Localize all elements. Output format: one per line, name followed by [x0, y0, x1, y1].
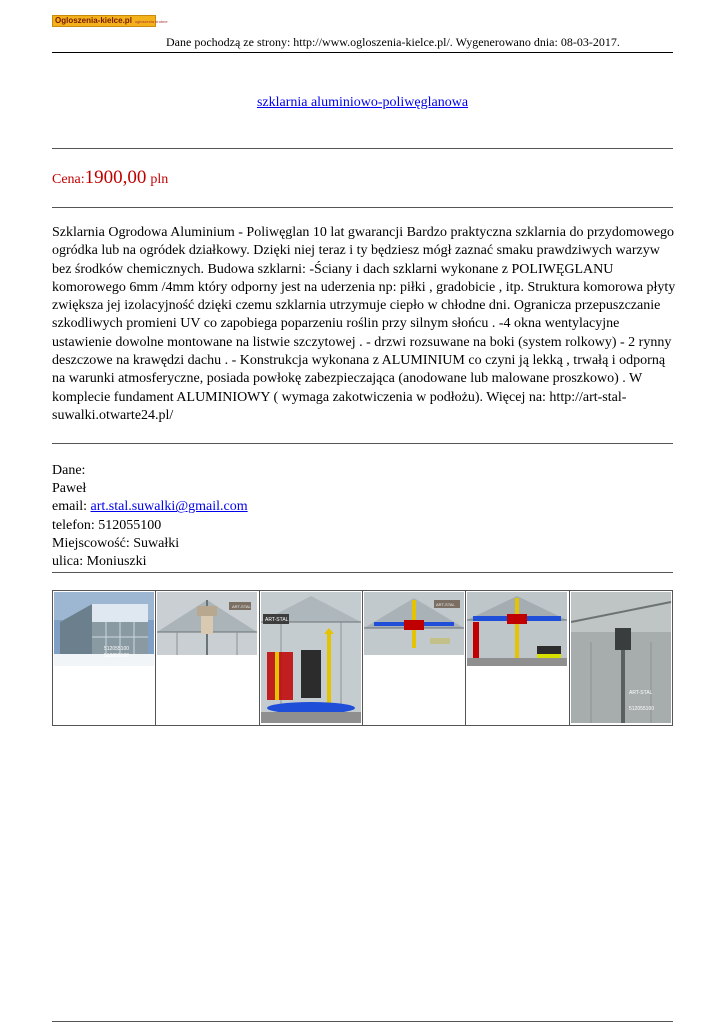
gallery-cell[interactable] [466, 591, 569, 725]
phone-label: telefon: [52, 517, 99, 533]
price-value: 1900,00 [84, 167, 147, 188]
photo-watermark: ART-STAL [628, 690, 653, 696]
greenhouse-snow-photo[interactable] [54, 592, 154, 666]
contact-name: Paweł [52, 481, 87, 497]
footer-divider [52, 1021, 673, 1022]
contact-block [52, 462, 248, 571]
source-line: Dane pochodzą ze strony: http://www.ogloszenia-kielce.pl/. Wygenerowano dnia: 08-03-2017. [166, 35, 620, 49]
contact-email-row [52, 498, 248, 516]
listing-title[interactable]: szklarnia aluminiowo-poliwęglanowa [256, 95, 469, 110]
street-label: ulica: [52, 554, 87, 570]
city-value: Suwałki [133, 535, 180, 551]
divider [52, 148, 673, 149]
photo-gallery [52, 590, 673, 726]
city-label: Miejscowość: [52, 535, 134, 551]
contact-city-row [52, 535, 248, 553]
divider [52, 443, 673, 444]
roof-vent-photo[interactable] [157, 592, 257, 655]
gallery-cell[interactable] [53, 591, 156, 725]
logo-subtext: ogłoszenia drobne [134, 18, 168, 24]
gallery-cell[interactable] [363, 591, 466, 725]
price-currency: pln [150, 172, 169, 187]
price [52, 167, 168, 189]
price-label: Cena: [52, 172, 85, 187]
photo-watermark: 512055100 [104, 653, 130, 659]
phone-value: 512055100 [98, 517, 162, 533]
divider [52, 572, 673, 573]
corner-detail-photo[interactable] [571, 592, 671, 723]
contact-phone-row [52, 517, 248, 535]
contact-street-row [52, 553, 248, 571]
divider [52, 207, 673, 208]
street-value: Moniuszki [86, 554, 147, 570]
gallery-cell[interactable] [156, 591, 259, 725]
logo-text: Ogloszenia-kielce.pl [55, 16, 132, 25]
photo-watermark: ART-STAL [264, 617, 289, 623]
photo-watermark: 512055100 [628, 706, 654, 712]
gallery-cell[interactable] [260, 591, 363, 725]
gallery-cell[interactable] [570, 591, 672, 725]
email-label: email: [52, 499, 91, 515]
header-divider [52, 52, 673, 53]
email-link[interactable]: art.stal.suwalki@gmail.com [90, 499, 248, 515]
photo-watermark: ART-STAL [232, 604, 252, 609]
roof-height-photo[interactable] [364, 592, 464, 655]
photo-watermark: 512055100 [104, 646, 130, 652]
photo-watermark: ART-STAL [435, 602, 455, 607]
listing-description: Szklarnia Ogrodowa Aluminium - Poliwęglan 10 lat gwarancji Bardzo praktyczna szklarnia do przydomowego ogródka lub na ogródek działkowy. Dzięki niej teraz i ty będziesz mógł zaznać smaku prawdziwych warzyw bez środków chemicznych. Budowa szklarni: -Ściany i dach szklarni wykonane z POLIWĘGLANU komorowego 6mm /4mm który odporny jest na uderzenia np: piłki , gradobicie , itp. Struktura komorowa płyty zwiększa jej izolacyjność dzięki czemu szklarnia utrzymuje ciepło w chłodne dni. Ogranicza przepuszczanie szkodliwych promieni UV co zapobiega poparzeniu roślin przy silnym słońcu . -4 okna wentylacyjne ustawienie dowolne montowane na listwie szczytowej . - drzwi rozsuwane na boki (system rolkowy) - 2 rynny deszczowe na krawędzi dachu . - Konstrukcja wykonana z ALUMINIUM co czyni ją lekką , trwałą i odporną na warunki atmosferyczne, posiada powłokę zabezpieczająca (anodowane lub malowane proszkowo) . W komplecie fundament ALUMINIOWY ( wymaga zakotwiczenia w podłożu). Więcej na: http://art-stal-suwalki.otwarte24.pl/ [52, 225, 676, 423]
site-logo[interactable] [52, 15, 168, 27]
dimensions-photo[interactable] [261, 592, 361, 723]
contact-heading: Dane: [52, 463, 86, 478]
side-dimensions-photo[interactable] [467, 592, 567, 666]
